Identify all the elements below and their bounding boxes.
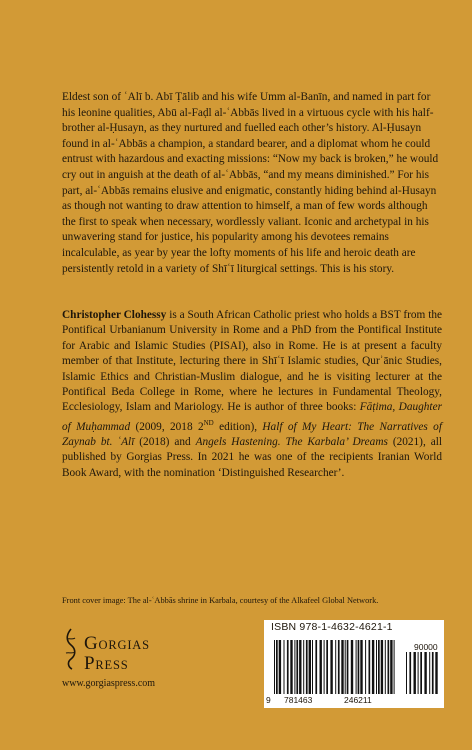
barcode-bar: [287, 640, 289, 694]
barcode-bar: [409, 652, 411, 694]
barcode-bar: [279, 640, 281, 694]
cover-credit: Front cover image: The al-ʿAbbās shrine in Karbala, courtesy of the Alkafeel Global Network.: [62, 596, 379, 605]
book-title-1: Fāṭima, Daughter of Muḥammad: [62, 401, 442, 433]
barcode-bar: [432, 652, 434, 694]
barcode-bar: [390, 640, 392, 694]
bio-text-c: edition),: [213, 420, 263, 433]
barcode-bar: [358, 640, 360, 694]
barcode-bar: [284, 640, 285, 694]
barcode-bar: [406, 652, 407, 694]
author-name: Christopher Clohessy: [62, 309, 167, 321]
barcode-bar: [429, 652, 430, 694]
bio-text-b: (2009, 2018 2: [130, 420, 204, 433]
publisher-emblem-icon: [62, 627, 80, 671]
barcode-bar: [324, 640, 325, 694]
addon-barcode: [406, 652, 438, 694]
barcode-bar: [306, 640, 308, 694]
barcode-bar: [372, 640, 374, 694]
publisher-initial-1: G: [84, 633, 99, 654]
barcode-bar: [351, 640, 353, 694]
barcode-bar: [335, 640, 336, 694]
publisher-word-1: [84, 633, 150, 655]
bio-text-a: is a South African Catholic priest who holds a BST from the Pontifical Urbanianum University in Rome and a PhD from the Pontifical Institute for Arabic and Islamic Studies (PISAI), also in Rome. He is at present a faculty member of that Institute, lecturing there in Shīʿī Islamic studies, Qurʾānic Studies, Islamic Ethics and Christian-Muslim dialogue, and he is visiting lecturer at the Pontifical Beda College in Rome, where he lectures in Fundamental Theology, Ecclesiology, Islam and Mariology. He is author of three books:: [62, 309, 442, 414]
barcode-bar: [294, 640, 295, 694]
barcode-bar: [369, 640, 371, 694]
barcode-bar: [418, 652, 419, 694]
barcode-bar: [414, 652, 416, 694]
publisher-logo: [62, 623, 172, 675]
bio-text-e: (2021), all published by Gorgias Press. In 2021 he was one of the recipients Iranian World Book Award, with the nomination ‘Distinguished Researcher’.: [62, 436, 442, 479]
book-title-2: Half of My Heart: The Narratives of Zaynab bt. ʿAlī: [62, 420, 442, 449]
book-title-3: Angels Hastening. The Karbala’ Dreams: [195, 436, 388, 449]
barcode-bar: [424, 652, 426, 694]
publisher-initial-2: P: [84, 653, 96, 674]
barcode-bar: [376, 640, 377, 694]
publisher-url[interactable]: www.gorgiaspress.com: [62, 678, 156, 689]
barcode-bar: [299, 640, 301, 694]
author-bio: [62, 308, 442, 481]
barcode-box: [264, 620, 444, 708]
ordinal-suffix: ND: [203, 418, 214, 427]
barcode-bar: [347, 640, 349, 694]
barcode-digit-lead: 9: [266, 695, 271, 705]
barcode-bar: [309, 640, 311, 694]
barcode-bar: [356, 640, 357, 694]
barcode-bar: [330, 640, 332, 694]
barcode-bar: [420, 652, 422, 694]
description-text: Eldest son of ʿAlī b. Abī Ṭālib and his wife Umm al-Banīn, and named in part for his leonine qualities, Abū al-Faḍl al-ʿAbbās lived in a virtuous cycle with his half-brother al-Ḥusayn, as they nurtured and fuelled each other’s history. Al-Ḥusayn found in al-ʿAbbās a champion, a standard bearer, and a diplomat whom he could entrust with hazardous and exacting missions: “Now my back is broken,” he would cry out in anguish at the death of al-ʿAbbās, “and my means diminished.” For his part, al-ʿAbbās remains elusive and enigmatic, constantly hiding behind al-Husayn as though not wanting to draw attention to himself, a man of few words although the first to speak when necessary, wordlessly valiant. Iconic and archetypal in his unwavering stand for justice, his popularity among his devotees remains incalculable, as year by year the lofty moments of his life and heroic death are persistently retold in a variety of Shīʿī liturgical settings. This is his story.: [62, 91, 439, 275]
barcode-bar: [326, 640, 328, 694]
barcode-digits-left: 781463: [284, 695, 313, 705]
barcode-bar: [360, 640, 362, 694]
barcode-bar: [276, 640, 278, 694]
publisher-word-1-rest: ORGIAS: [98, 638, 150, 652]
barcode-digits: [264, 695, 404, 707]
barcode-bar: [365, 640, 366, 694]
barcode-bar: [435, 652, 437, 694]
bio-text-d: (2018) and: [134, 436, 196, 449]
price-code: 90000: [414, 642, 438, 652]
barcode-bar: [320, 640, 322, 694]
barcode-bar: [296, 640, 298, 694]
publisher-word-2: [84, 653, 128, 675]
barcode-bar: [312, 640, 313, 694]
barcode-bar: [345, 640, 346, 694]
barcode-bar: [381, 640, 383, 694]
barcode-bar: [394, 640, 395, 694]
barcode-bar: [388, 640, 390, 694]
barcode-bar: [274, 640, 275, 694]
barcode-bar: [338, 640, 340, 694]
barcode-bar: [303, 640, 304, 694]
barcode-bar: [341, 640, 343, 694]
book-description: [62, 90, 442, 277]
barcode-bar: [290, 640, 292, 694]
barcode-bar: [315, 640, 317, 694]
ean-barcode: [274, 640, 396, 694]
publisher-word-2-rest: RESS: [95, 658, 129, 672]
barcode-bar: [385, 640, 386, 694]
isbn-label: ISBN 978-1-4632-4621-1: [271, 621, 393, 633]
barcode-digits-right: 246211: [344, 695, 372, 705]
barcode-bar: [378, 640, 380, 694]
